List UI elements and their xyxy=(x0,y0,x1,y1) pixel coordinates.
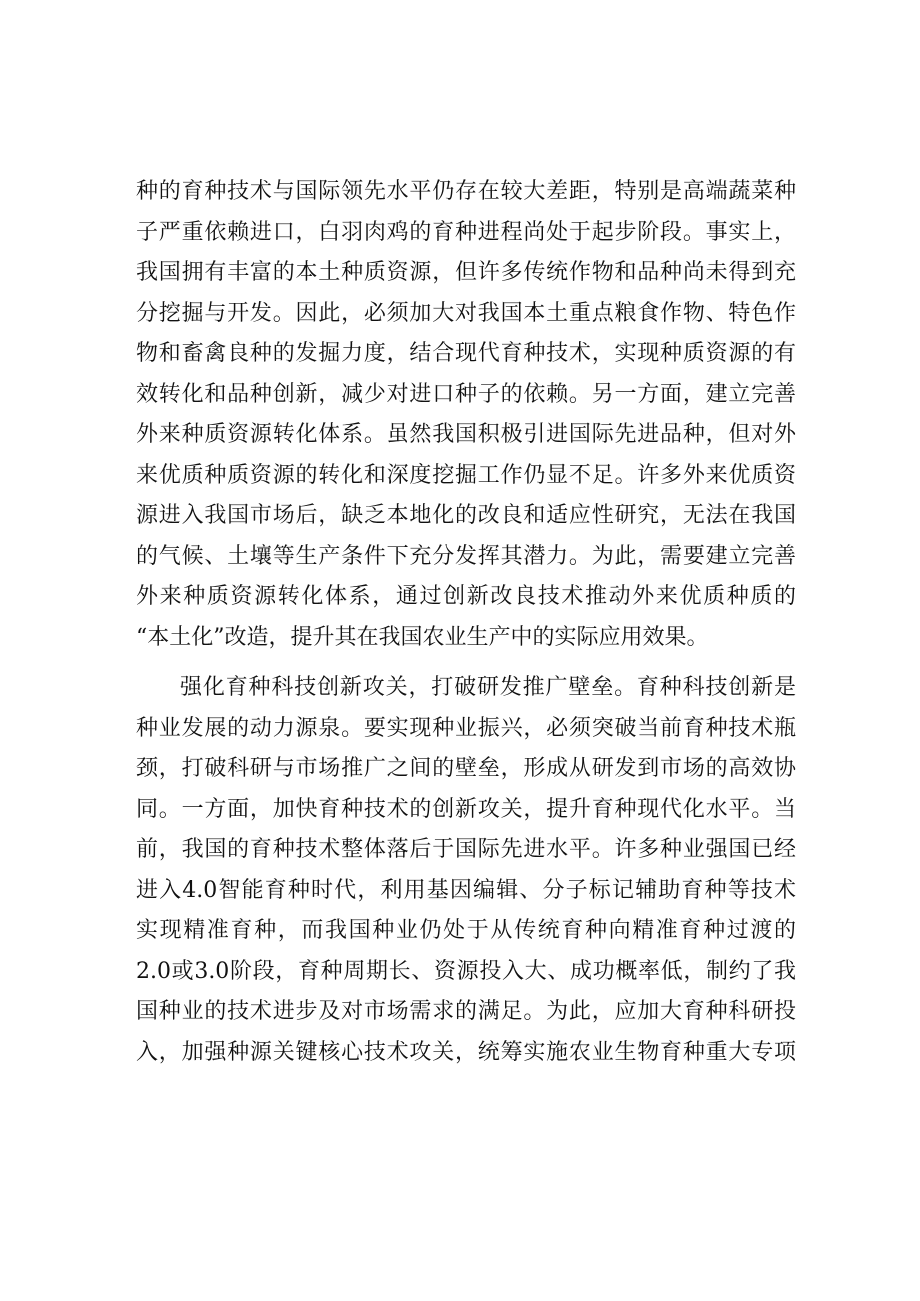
text-line: 进入4.0智能育种时代，利用基因编辑、分子标记辅助育种等技术 xyxy=(136,877,796,903)
text-line: 同。一方面，加快育种技术的创新攻关，提升育种现代化水平。当 xyxy=(136,796,796,822)
text-line: 效转化和品种创新，减少对进口种子的依赖。另一方面，建立完善 xyxy=(136,381,796,407)
text-line: 国种业的技术进步及对市场需求的满足。为此，应加大育种科研投 xyxy=(136,999,796,1024)
text-line: 物和畜禽良种的发掘力度，结合现代育种技术，实现种质资源的有 xyxy=(136,341,796,366)
text-line: “本土化”改造，提升其在我国农业生产中的实际应用效果。 xyxy=(136,624,709,650)
text-line: 2.0或3.0阶段，育种周期长、资源投入大、成功概率低，制约了我 xyxy=(136,958,796,984)
text-line: 前，我国的育种技术整体落后于国际先进水平。许多种业强国已经 xyxy=(136,837,796,862)
text-line: 外来种质资源转化体系，通过创新改良技术推动外来优质种质的 xyxy=(136,584,796,609)
document-body xyxy=(136,172,796,1073)
text-line: 实现精准育种，而我国种业仍处于从传统育种向精准育种过渡的 xyxy=(136,918,796,943)
text-line: 来优质种质资源的转化和深度挖掘工作仍显不足。许多外来优质资 xyxy=(136,462,796,488)
paragraph-spacer xyxy=(136,658,796,668)
text-line: 颈，打破科研与市场推广之间的壁垒，形成从研发到市场的高效协 xyxy=(136,756,796,781)
text-line: 入，加强种源关键核心技术攻关，统筹实施农业生物育种重大专项 xyxy=(136,1039,796,1065)
text-line: 种业发展的动力源泉。要实现种业振兴，必须突破当前育种技术瓶 xyxy=(136,715,796,741)
paragraph-1 xyxy=(136,172,796,658)
text-line: 分挖掘与开发。因此，必须加大对我国本土重点粮食作物、特色作 xyxy=(136,300,796,326)
text-line: 我国拥有丰富的本土种质资源，但许多传统作物和品种尚未得到充 xyxy=(136,260,796,285)
text-line: 源进入我国市场后，缺乏本地化的改良和适应性研究，无法在我国 xyxy=(136,503,796,528)
text-line: 外来种质资源转化体系。虽然我国积极引进国际先进品种，但对外 xyxy=(136,422,796,447)
text-line: 子严重依赖进口，白羽肉鸡的育种进程尚处于起步阶段。事实上， xyxy=(136,219,796,245)
text-line: 强化育种科技创新攻关，打破研发推广壁垒。育种科技创新是 xyxy=(180,675,796,700)
paragraph-2 xyxy=(136,668,796,1073)
text-line: 种的育种技术与国际领先水平仍存在较大差距，特别是高端蔬菜种 xyxy=(136,179,796,204)
text-line: 的气候、土壤等生产条件下充分发挥其潜力。为此，需要建立完善 xyxy=(136,543,796,569)
